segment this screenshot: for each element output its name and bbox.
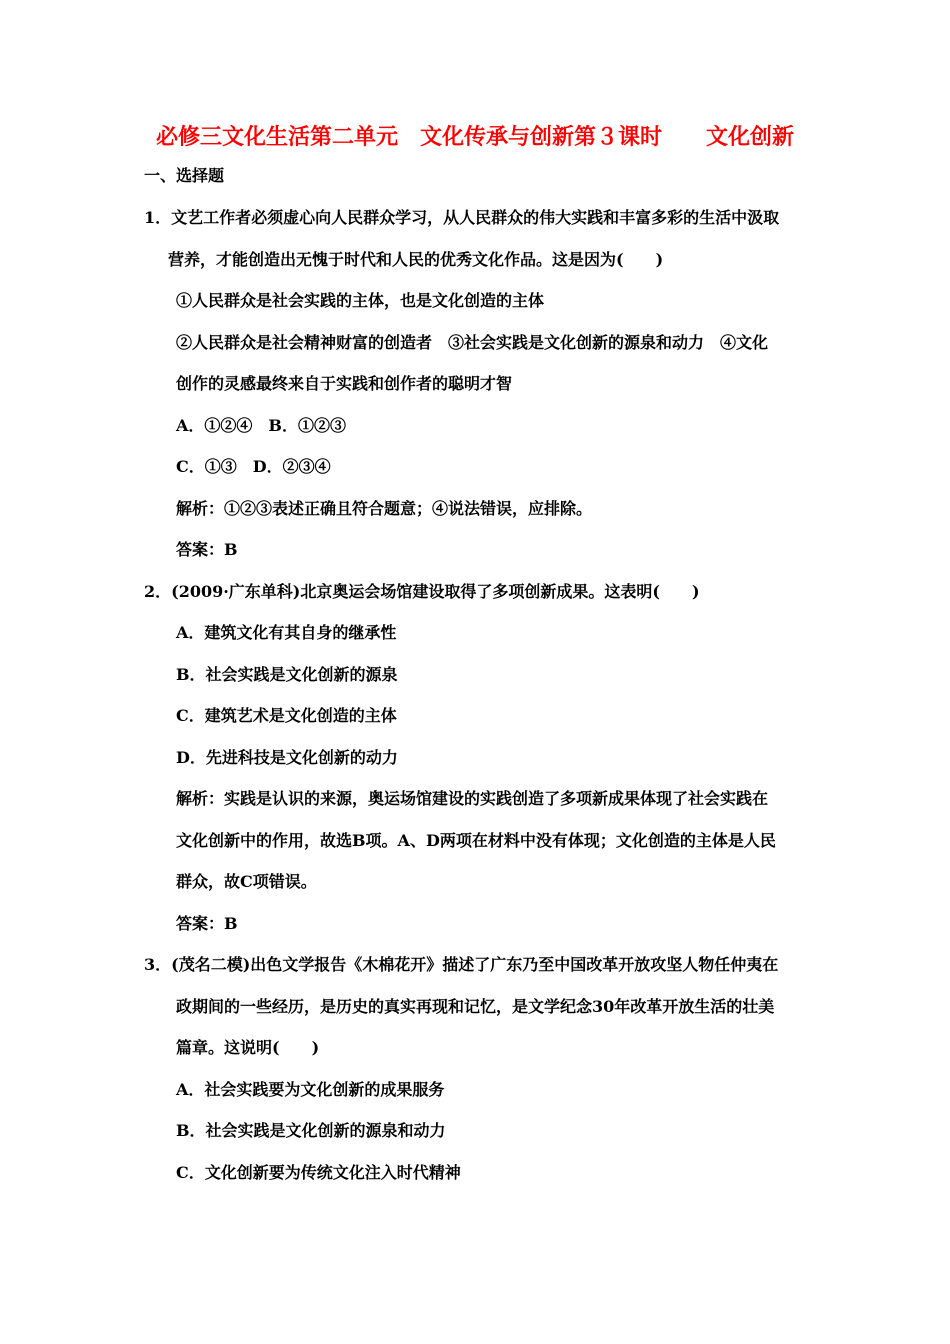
q2-option-a: A．建筑文化有其自身的继承性: [176, 623, 397, 642]
q1-stem-line2: 营养，才能创造出无愧于时代和人民的优秀文化作品。这是因为( ): [168, 250, 664, 269]
q1-item-line3: 创作的灵感最终来自于实践和创作者的聪明才智: [176, 374, 513, 393]
q1-answer: 答案：B: [176, 540, 238, 559]
q3-option-a: A．社会实践要为文化创新的成果服务: [176, 1080, 445, 1099]
section-heading: 一、选择题: [144, 166, 225, 185]
q1-options-line2: C．①③ D．②③④: [176, 457, 331, 476]
q2-option-b: B．社会实践是文化创新的源泉: [176, 665, 398, 684]
q2-analysis-line2: 文化创新中的作用，故选B项。A、D两项在材料中没有体现；文化创造的主体是人民: [176, 831, 776, 850]
q2-option-d: D．先进科技是文化创新的动力: [176, 748, 398, 767]
q3-stem-line3: 篇章。这说明( ): [176, 1038, 320, 1057]
page-title: 必修三文化生活第二单元 文化传承与创新第３课时 文化创新: [155, 124, 794, 150]
q2-stem: 2．(2009·广东单科)北京奥运会场馆建设取得了多项创新成果。这表明( ): [144, 582, 700, 601]
q3-stem-line1: 3．(茂名二模)出色文学报告《木棉花开》描述了广东乃至中国改革开放攻坚人物任仲夷在: [144, 955, 779, 974]
q3-option-b: B．社会实践是文化创新的源泉和动力: [176, 1121, 446, 1140]
q2-option-c: C．建筑艺术是文化创造的主体: [176, 706, 397, 725]
q2-analysis-line3: 群众，故C项错误。: [176, 872, 317, 891]
q3-option-c: C．文化创新要为传统文化注入时代精神: [176, 1163, 461, 1182]
q1-options-line1: A．①②④ B．①②③: [176, 416, 346, 435]
q3-stem-line2: 政期间的一些经历，是历史的真实再现和记忆，是文学纪念30年改革开放生活的壮美: [176, 997, 775, 1016]
q2-answer: 答案：B: [176, 914, 238, 933]
q1-item-line1: ①人民群众是社会实践的主体，也是文化创造的主体: [176, 291, 545, 310]
q1-stem-line1: 1．文艺工作者必须虚心向人民群众学习，从人民群众的伟大实践和丰富多彩的生活中汲取: [144, 208, 780, 227]
q2-analysis-line1: 解析：实践是认识的来源，奥运场馆建设的实践创造了多项新成果体现了社会实践在: [176, 789, 769, 808]
q1-item-line2: ②人民群众是社会精神财富的创造者 ③社会实践是文化创新的源泉和动力 ④文化: [176, 333, 769, 352]
q1-analysis: 解析：①②③表述正确且符合题意；④说法错误，应排除。: [176, 499, 593, 518]
